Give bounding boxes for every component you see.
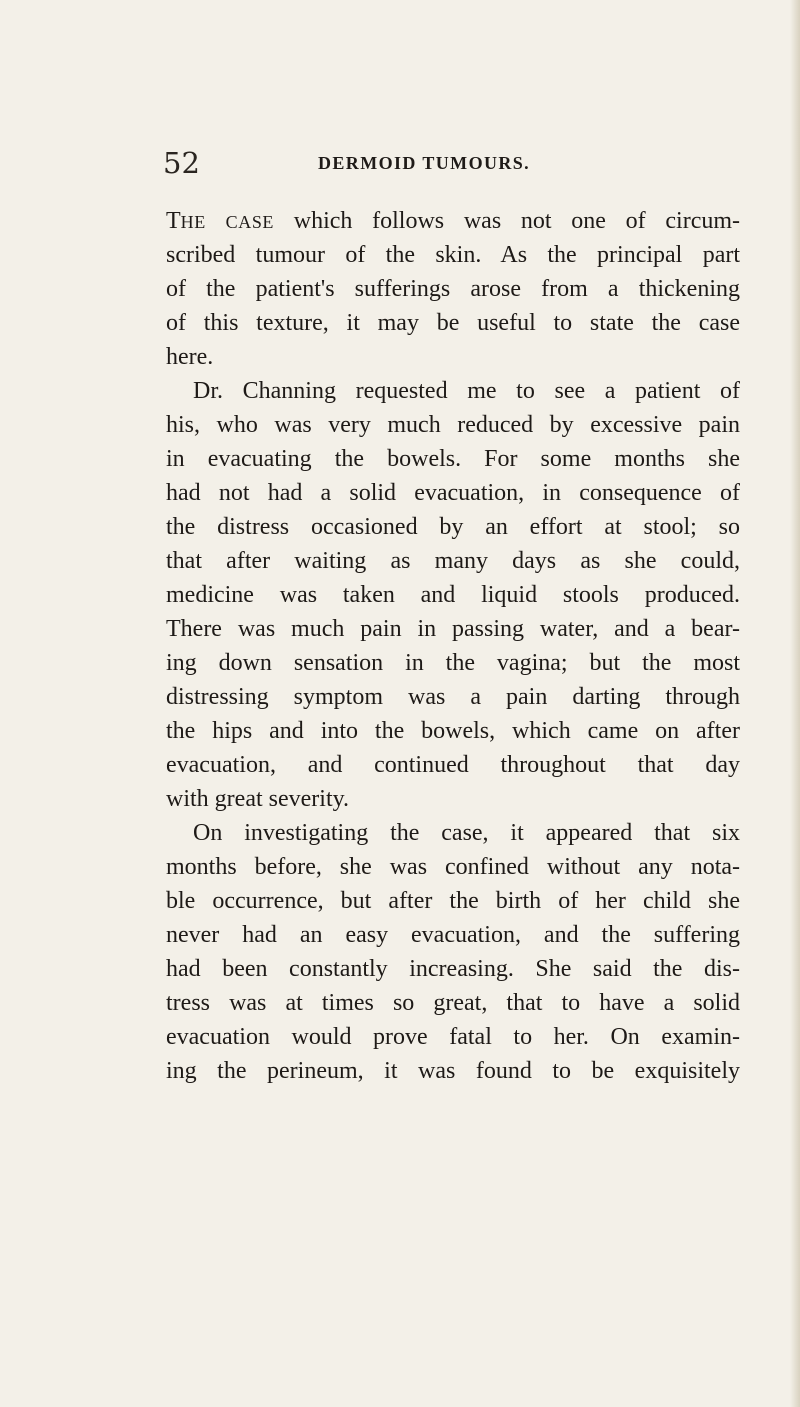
text-line: ble occurrence, but after the birth of her child she [166, 888, 740, 914]
text-line: distressing symptom was a pain darting through [166, 684, 740, 710]
text-line: of the patient's sufferings arose from a thickening [166, 276, 740, 302]
text-line: here. [166, 344, 214, 370]
text-line: medicine was taken and liquid stools produced. [166, 582, 740, 608]
text-line: ing the perineum, it was found to be exquisitely [166, 1058, 740, 1084]
text-line: the hips and into the bowels, which came on after [166, 718, 740, 744]
text-line: scribed tumour of the skin. As the principal part [166, 242, 740, 268]
text-line: never had an easy evacuation, and the suffering [166, 922, 740, 948]
text-line: On investigating the case, it appeared that six [193, 820, 740, 846]
text-line: evacuation would prove fatal to her. On examin- [166, 1024, 740, 1050]
text-line: There was much pain in passing water, and a bear- [166, 616, 740, 642]
page-number: 52 [163, 146, 200, 180]
text-line: had not had a solid evacuation, in consequence of [166, 480, 740, 506]
text-line: ing down sensation in the vagina; but the most [166, 650, 740, 676]
text-line: Dr. Channing requested me to see a patient of [193, 378, 740, 404]
text-line: THE CASE which follows was not one of circum- [166, 208, 741, 234]
text-line: in evacuating the bowels. For some months she [166, 446, 740, 472]
body-text [166, 204, 740, 1088]
text-line: months before, she was confined without any nota- [166, 854, 740, 880]
page-edge-shadow [790, 0, 800, 1407]
text-line: had been constantly increasing. She said the dis- [166, 956, 740, 982]
text-line: with great severity. [166, 786, 350, 812]
text-line: of this texture, it may be useful to state the case [166, 310, 740, 336]
running-head: DERMOID TUMOURS. [318, 153, 531, 173]
text-line: his, who was very much reduced by excessive pain [166, 412, 740, 438]
text-line: tress was at times so great, that to have a solid [166, 990, 740, 1016]
text-line: the distress occasioned by an effort at stool; so [166, 514, 740, 540]
text-line: that after waiting as many days as she could, [166, 548, 740, 574]
text-line: evacuation, and continued throughout that day [166, 752, 740, 778]
